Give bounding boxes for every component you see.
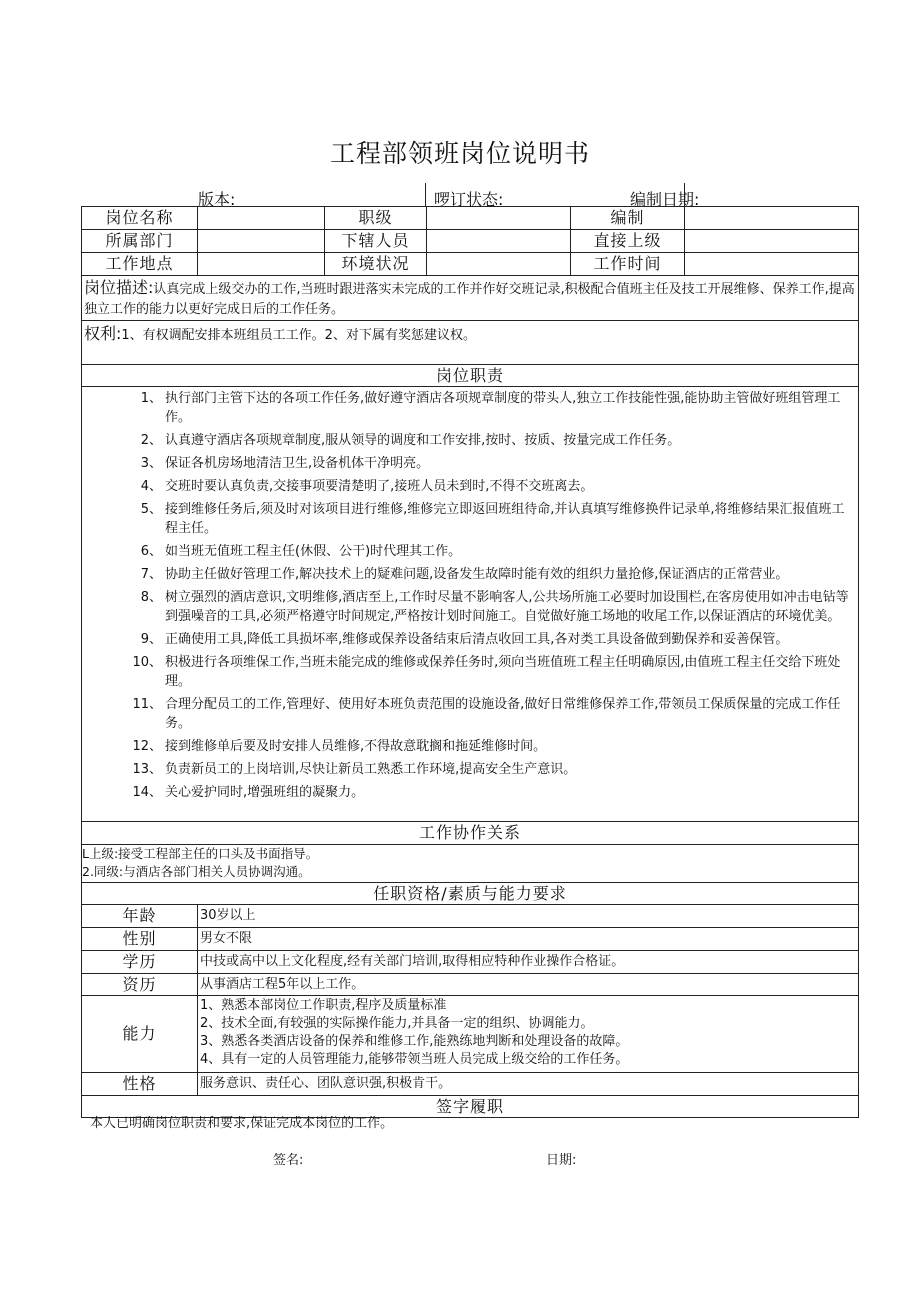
header-divider [425, 183, 426, 206]
character-value: 服务意识、责任心、团队意识强,积极肯干。 [198, 1073, 859, 1096]
revision-status-label: 啰订状态: [434, 190, 504, 209]
ability-item: 3、熟悉各类酒店设备的保养和维修工作,能熟练地判断和处理设备的故障。 [200, 1034, 629, 1050]
headcount-label: 编制 [571, 207, 685, 230]
duties-cell [82, 387, 859, 822]
duty-text: 积极进行各项维保工作,当班未能完成的维修或保养任务时,须向当班值班工程主任明确原因,由值班工程主任交给下班处理。 [165, 655, 841, 690]
department-label: 所属部门 [82, 229, 198, 252]
duty-item [82, 783, 856, 802]
qualifications-section-title: 任职资格/素质与能力要求 [82, 882, 859, 905]
relations-cell [82, 844, 859, 882]
signature-label: 签名: [273, 1153, 304, 1168]
duties-list [82, 387, 858, 802]
duty-text: 正确使用工具,降低工具损坏率,维修或保养设备结束后清点收回工具,各对类工具设备做到勤保养和妥善保管。 [165, 632, 789, 648]
description-cell [82, 275, 859, 320]
department-field[interactable] [198, 229, 325, 252]
duty-item [82, 500, 856, 538]
duty-text: 合理分配员工的工作,管理好、使用好本班负责范围的设施设备,做好日常维修保养工作,带领员工保质保量的完成工作任务。 [165, 697, 841, 732]
duty-text: 交班时要认真负责,交接事项要清楚明了,接班人员未到时,不得不交班离去。 [165, 479, 594, 495]
duty-number: 6、 [140, 544, 162, 560]
duty-number: 14、 [132, 785, 162, 801]
gender-value: 男女不限 [198, 927, 859, 950]
duty-item [82, 454, 856, 473]
duty-text: 接到维修单后要及时安排人员维修,不得故意耽搁和拖延维修时间。 [165, 739, 547, 755]
duty-item [82, 477, 856, 496]
duty-item [82, 389, 856, 427]
signature-section-title: 签字履职 [82, 1095, 859, 1118]
description-label: 岗位描述: [84, 277, 154, 297]
version-label: 版本: [198, 190, 236, 209]
duty-text: 执行部门主管下达的各项工作任务,做好遵守酒店各项规章制度的带头人,独立工作技能性强,能协助主管做好班组管理工作。 [165, 391, 841, 426]
signature-statement: 本人已明确岗位职责和要求,保证完成本岗位的工作。 [90, 1116, 394, 1131]
relation-superior: L上级:接受工程部主任的口头及书面指导。 [82, 845, 319, 861]
duty-item [82, 653, 856, 691]
rights-label: 权利: [84, 323, 122, 343]
duty-item [82, 542, 856, 561]
duty-number: 1、 [140, 391, 162, 407]
duty-item [82, 630, 856, 649]
ability-item: 1、熟悉本部岗位工作职责,程序及质量标准 [200, 998, 447, 1014]
description-text: 认真完成上级交办的工作,当班时跟进落实未完成的工作并作好交班记录,积极配合值班主任及技工开展维修、保养工作,提高独立工作的能力以更好完成日后的工作任务。 [84, 281, 855, 317]
work-location-field[interactable] [198, 252, 325, 275]
direct-superior-label: 直接上级 [571, 229, 685, 252]
duty-item [82, 588, 856, 626]
position-name-label: 岗位名称 [82, 207, 198, 230]
duty-number: 2、 [140, 433, 162, 449]
compiled-date-label: 编制日期: [630, 190, 700, 209]
experience-label: 资历 [82, 973, 198, 996]
environment-field[interactable] [427, 252, 571, 275]
duty-number: 3、 [140, 456, 162, 472]
duty-text: 认真遵守酒店各项规章制度,服从领导的调度和工作安排,按时、按质、按量完成工作任务。 [165, 433, 681, 449]
duty-number: 12、 [132, 739, 162, 755]
gender-label: 性别 [82, 927, 198, 950]
duty-number: 5、 [140, 502, 162, 518]
duty-item [82, 565, 856, 584]
job-description-form [81, 206, 859, 1118]
duty-number: 8、 [140, 590, 162, 606]
duty-item [82, 431, 856, 450]
ability-item: 2、技术全面,有较强的实际操作能力,并具备一定的组织、协调能力。 [200, 1016, 594, 1032]
duty-text: 协助主任做好管理工作,解决技术上的疑难问题,设备发生故障时能有效的组织力量抢修,保证酒店的正常营业。 [165, 567, 789, 583]
rights-text: 1、有权调配安排本班组员工工作。2、对下属有奖惩建议权。 [121, 327, 476, 343]
duty-text: 如当班无值班工程主任(休假、公干)时代理其工作。 [165, 544, 462, 560]
education-label: 学历 [82, 950, 198, 973]
duty-item [82, 737, 856, 756]
duty-text: 关心爱护同时,增强班组的凝聚力。 [165, 785, 365, 801]
date-field[interactable] [582, 1147, 732, 1165]
ability-item: 4、具有一定的人员管理能力,能够带领当班人员完成上级交给的工作任务。 [200, 1052, 629, 1068]
signature-field[interactable] [310, 1147, 460, 1165]
environment-label: 环境状况 [325, 252, 427, 275]
age-label: 年龄 [82, 905, 198, 928]
duty-item [82, 695, 856, 733]
relation-peer: 2.同级:与酒店各部门相关人员协调沟通。 [82, 863, 311, 879]
document-title: 工程部领班岗位说明书 [329, 139, 590, 168]
position-name-field[interactable] [198, 207, 325, 230]
duty-text: 树立强烈的酒店意识,文明维修,酒店至上,工作时尽量不影响客人,公共场所施工必要时加设围栏,在客房使用如冲击电钻等到强噪音的工具,必须严格遵守时间规定,严格按计划时间施工。自觉做好施工场地的收尾工作,以保证酒店的环境优美。 [165, 590, 849, 625]
duty-text: 接到维修任务后,须及时对该项目进行维修,维修完立即返回班组待命,并认真填写维修换件记录单,将维修结果汇报值班工程主任。 [165, 502, 845, 537]
ability-label: 能力 [82, 996, 198, 1073]
duty-number: 11、 [132, 697, 162, 713]
relations-section-title: 工作协作关系 [82, 822, 859, 845]
ability-cell [198, 996, 859, 1073]
rank-label: 职级 [325, 207, 427, 230]
work-hours-field[interactable] [685, 252, 859, 275]
duty-number: 4、 [140, 479, 162, 495]
experience-value: 从事酒店工程5年以上工作。 [198, 973, 859, 996]
date-label: 日期: [546, 1153, 577, 1168]
duty-number: 7、 [140, 567, 162, 583]
duty-number: 10、 [132, 655, 162, 671]
duty-number: 13、 [132, 762, 162, 778]
rights-cell [82, 320, 859, 364]
subordinates-label: 下辖人员 [325, 229, 427, 252]
duty-number: 9、 [140, 632, 162, 648]
age-value: 30岁以上 [198, 905, 859, 928]
work-hours-label: 工作时间 [571, 252, 685, 275]
rank-field[interactable] [427, 207, 571, 230]
duty-text: 保证各机房场地清洁卫生,设备机体干净明亮。 [165, 456, 430, 472]
work-location-label: 工作地点 [82, 252, 198, 275]
duty-item [82, 760, 856, 779]
headcount-field[interactable] [685, 207, 859, 230]
education-value: 中技或高中以上文化程度,经有关部门培训,取得相应特种作业操作合格证。 [198, 950, 859, 973]
duties-section-title: 岗位职责 [82, 364, 859, 387]
subordinates-field[interactable] [427, 229, 571, 252]
direct-superior-field[interactable] [685, 229, 859, 252]
character-label: 性格 [82, 1073, 198, 1096]
duty-text: 负责新员工的上岗培训,尽快让新员工熟悉工作环境,提高安全生产意识。 [165, 762, 577, 778]
